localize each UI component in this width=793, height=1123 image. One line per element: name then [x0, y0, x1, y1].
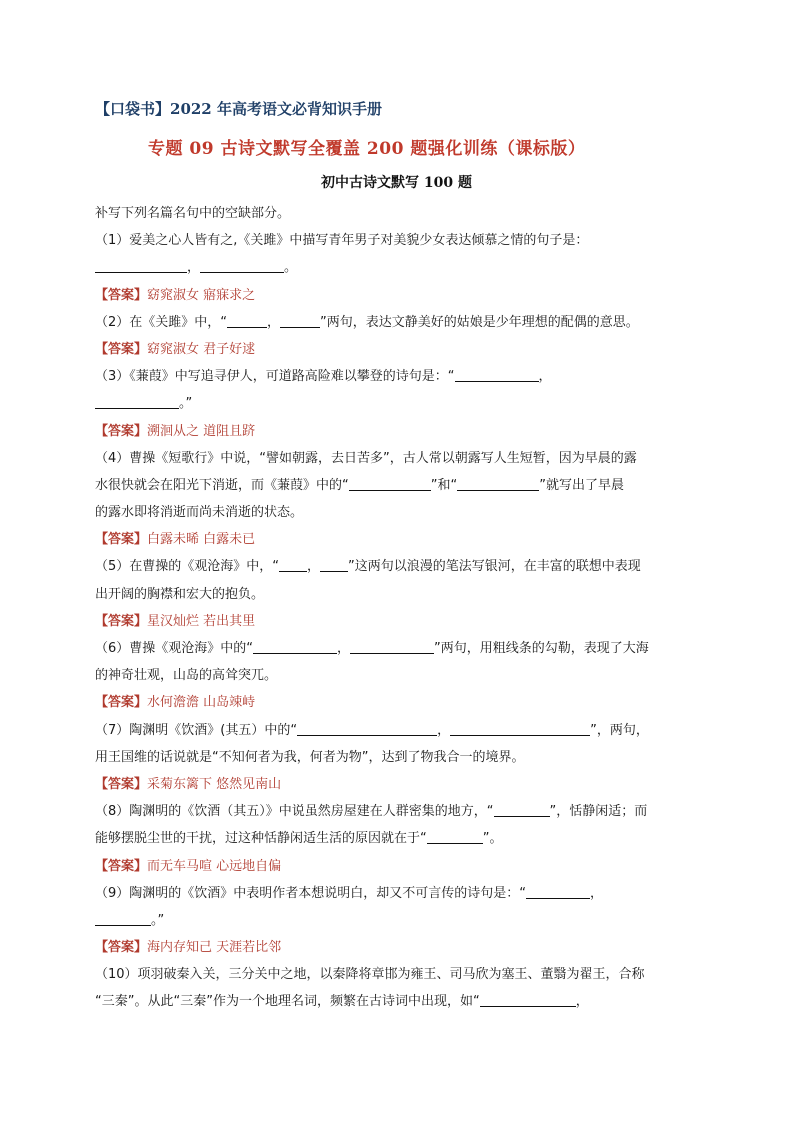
- pocket-book-header: 【口袋书】2022 年高考语文必背知识手册: [95, 100, 382, 118]
- answer-blank[interactable]: [279, 557, 307, 572]
- answer-2: 【答案】窈窕淑女 君子好逑: [95, 341, 256, 357]
- answer-blank[interactable]: [350, 639, 434, 654]
- topic-title: 专题 09 古诗文默写全覆盖 200 题强化训练（课标版）: [148, 139, 586, 159]
- answer-1: 【答案】窈窕淑女 寤寐求之: [95, 287, 256, 303]
- answer-blank[interactable]: [526, 884, 590, 899]
- answer-blank[interactable]: [450, 721, 590, 736]
- answer-blank[interactable]: [297, 721, 437, 736]
- answer-7: 【答案】采菊东篱下 悠然见南山: [95, 776, 282, 792]
- question-3: （3）《蒹葭》中写追寻伊人，可道路高险难以攀登的诗句是：“ ，: [95, 369, 552, 385]
- question-4-line-1: （4）曹操《短歌行》中说，“譬如朝露，去日苦多”，古人常以朝露写人生短暂，因为早晨的露: [95, 450, 637, 466]
- question-10-line-1: （10）项羽破秦入关，三分关中之地，以秦降将章邯为雍王、司马欣为塞王、董翳为翟王，合称: [95, 967, 645, 983]
- answer-blank[interactable]: [280, 313, 320, 328]
- question-8-line-1: （8）陶渊明的《饮酒（其五）》中说虽然房屋建在人群密集的地方，“ ”，恬静闲适；而: [95, 804, 648, 820]
- question-list: [95, 200, 695, 1016]
- question-3-cont: 。”: [95, 390, 695, 417]
- answer-blank[interactable]: [455, 367, 539, 382]
- question-9-line-1: （9）陶渊明的《饮酒》中表明作者本想说明白，却又不可言传的诗句是：“ ，: [95, 885, 604, 901]
- question-10-line-2: “三秦”。从此“三秦”作为一个地理名词，频繁在古诗词中出现，如“ ，: [95, 994, 589, 1010]
- question-4-line-2: 水很快就会在阳光下消逝，而《蒹葭》中的“ ”和“ ”就写出了早晨: [95, 477, 624, 493]
- answer-blank[interactable]: [457, 476, 539, 491]
- answer-blank[interactable]: [494, 802, 550, 817]
- answer-blank[interactable]: [480, 992, 576, 1007]
- question-6-line-2: 的神奇壮观，山岛的高耸突兀。: [95, 668, 278, 684]
- answer-blank[interactable]: [349, 476, 431, 491]
- question-1-blanks: ， 。: [95, 254, 695, 281]
- answer-blank[interactable]: [95, 394, 179, 409]
- intro-text: 补写下列名篇名句中的空缺部分。: [95, 206, 291, 221]
- answer-4: 【答案】白露未晞 白露未已: [95, 532, 256, 548]
- question-6-line-1: （6）曹操《观沧海》中的“ ， ”两句，用粗线条的勾勒，表现了大海: [95, 641, 649, 656]
- question-1-text: （1）爱美之心人皆有之,《关雎》中描写青年男子对美貌少女表达倾慕之情的句子是：: [95, 233, 589, 249]
- question-5-line-2: 出开阔的胸襟和宏大的抱负。: [95, 586, 265, 602]
- section-title: 初中古诗文默写 100 题: [321, 175, 472, 191]
- answer-3: 【答案】溯洄从之 道阻且跻: [95, 423, 256, 439]
- question-4-line-3: 的露水即将消逝而尚未消逝的状态。: [95, 505, 304, 521]
- answer-8: 【答案】而无车马喧 心远地自偏: [95, 858, 282, 874]
- answer-blank[interactable]: [227, 313, 267, 328]
- question-9-line-2: 。”: [95, 907, 695, 934]
- answer-blank[interactable]: [95, 911, 151, 926]
- answer-5: 【答案】星汉灿烂 若出其里: [95, 613, 256, 629]
- question-2: （2）在《关雎》中，“ ， ”两句，表达文静美好的姑娘是少年理想的配偶的意思。: [95, 314, 639, 330]
- answer-9: 【答案】海内存知己 天涯若比邻: [95, 940, 282, 956]
- answer-blank[interactable]: [200, 258, 284, 273]
- answer-blank[interactable]: [320, 557, 348, 572]
- answer-blank[interactable]: [427, 829, 483, 844]
- answer-6: 【答案】水何澹澹 山岛竦峙: [95, 695, 256, 711]
- question-5-line-1: （5）在曹操的《观沧海》中，“ ， ”这两句以浪漫的笔法写银河，在丰富的联想中表现: [95, 559, 641, 575]
- question-8-line-2: 能够摆脱尘世的干扰，过这种恬静闲适生活的原因就在于“ ”。: [95, 831, 503, 847]
- question-7-line-2: 用王国维的话说就是“不知何者为我，何者为物”，达到了物我合一的境界。: [95, 749, 525, 765]
- answer-blank[interactable]: [253, 639, 337, 654]
- question-7-line-1: （7）陶渊明《饮酒》(其五）中的“ ， ”，两句，: [95, 722, 649, 738]
- answer-blank[interactable]: [95, 258, 187, 273]
